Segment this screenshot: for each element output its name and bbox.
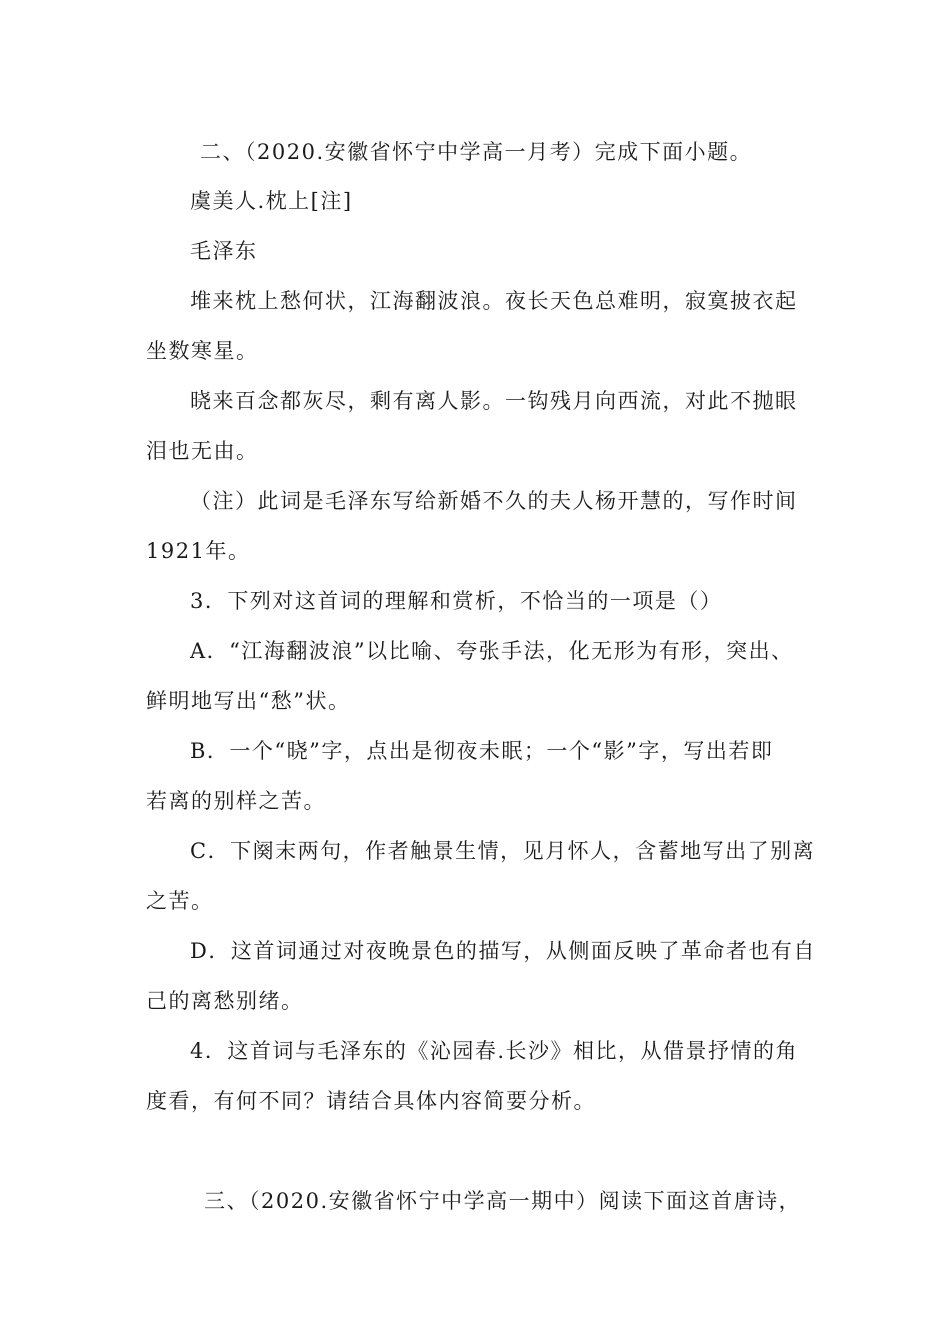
option-b-line1: B．一个“晓”字，点出是彻夜未眠；一个“影”字，写出若即	[190, 739, 774, 763]
poem-stanza2-line1: 晓来百念都灰尽，剩有离人影。一钩残月向西流，对此不抛眼	[190, 389, 798, 413]
section2-heading: 二、（2020.安徽省怀宁中学高一月考）完成下面小题。	[200, 140, 753, 164]
poem-stanza1-line2: 坐数寒星。	[146, 339, 259, 363]
option-a-line2: 鲜明地写出“愁”状。	[146, 689, 351, 713]
poem-title: 虞美人.枕上[注]	[190, 189, 353, 213]
option-b-line2: 若离的别样之苦。	[146, 789, 326, 813]
question-4-line2: 度看，有何不同？请结合具体内容简要分析。	[146, 1089, 596, 1113]
section3-heading: 三、（2020.安徽省怀宁中学高一期中）阅读下面这首唐诗，	[204, 1189, 802, 1213]
poem-stanza2-line2: 泪也无由。	[146, 439, 259, 463]
poem-stanza1-line1: 堆来枕上愁何状，江海翻波浪。夜长天色总难明，寂寞披衣起	[190, 289, 798, 313]
note-line1: （注）此词是毛泽东写给新婚不久的夫人杨开慧的，写作时间	[190, 489, 798, 513]
option-d-line2: 己的离愁别绪。	[146, 989, 304, 1013]
poem-author: 毛泽东	[190, 239, 258, 263]
option-d-line1: D．这首词通过对夜晚景色的描写，从侧面反映了革命者也有自	[190, 939, 816, 963]
question-4-line1: 4．这首词与毛泽东的《沁园春.长沙》相比，从借景抒情的角	[190, 1039, 799, 1063]
option-c-line1: C．下阕末两句，作者触景生情，见月怀人，含蓄地写出了别离	[190, 839, 816, 863]
note-line2: 1921年。	[146, 539, 251, 563]
option-a-line1: A．“江海翻波浪”以比喻、夸张手法，化无形为有形，突出、	[190, 639, 794, 663]
question-3: 3．下列对这首词的理解和赏析，不恰当的一项是（）	[190, 589, 723, 613]
option-c-line2: 之苦。	[146, 889, 214, 913]
